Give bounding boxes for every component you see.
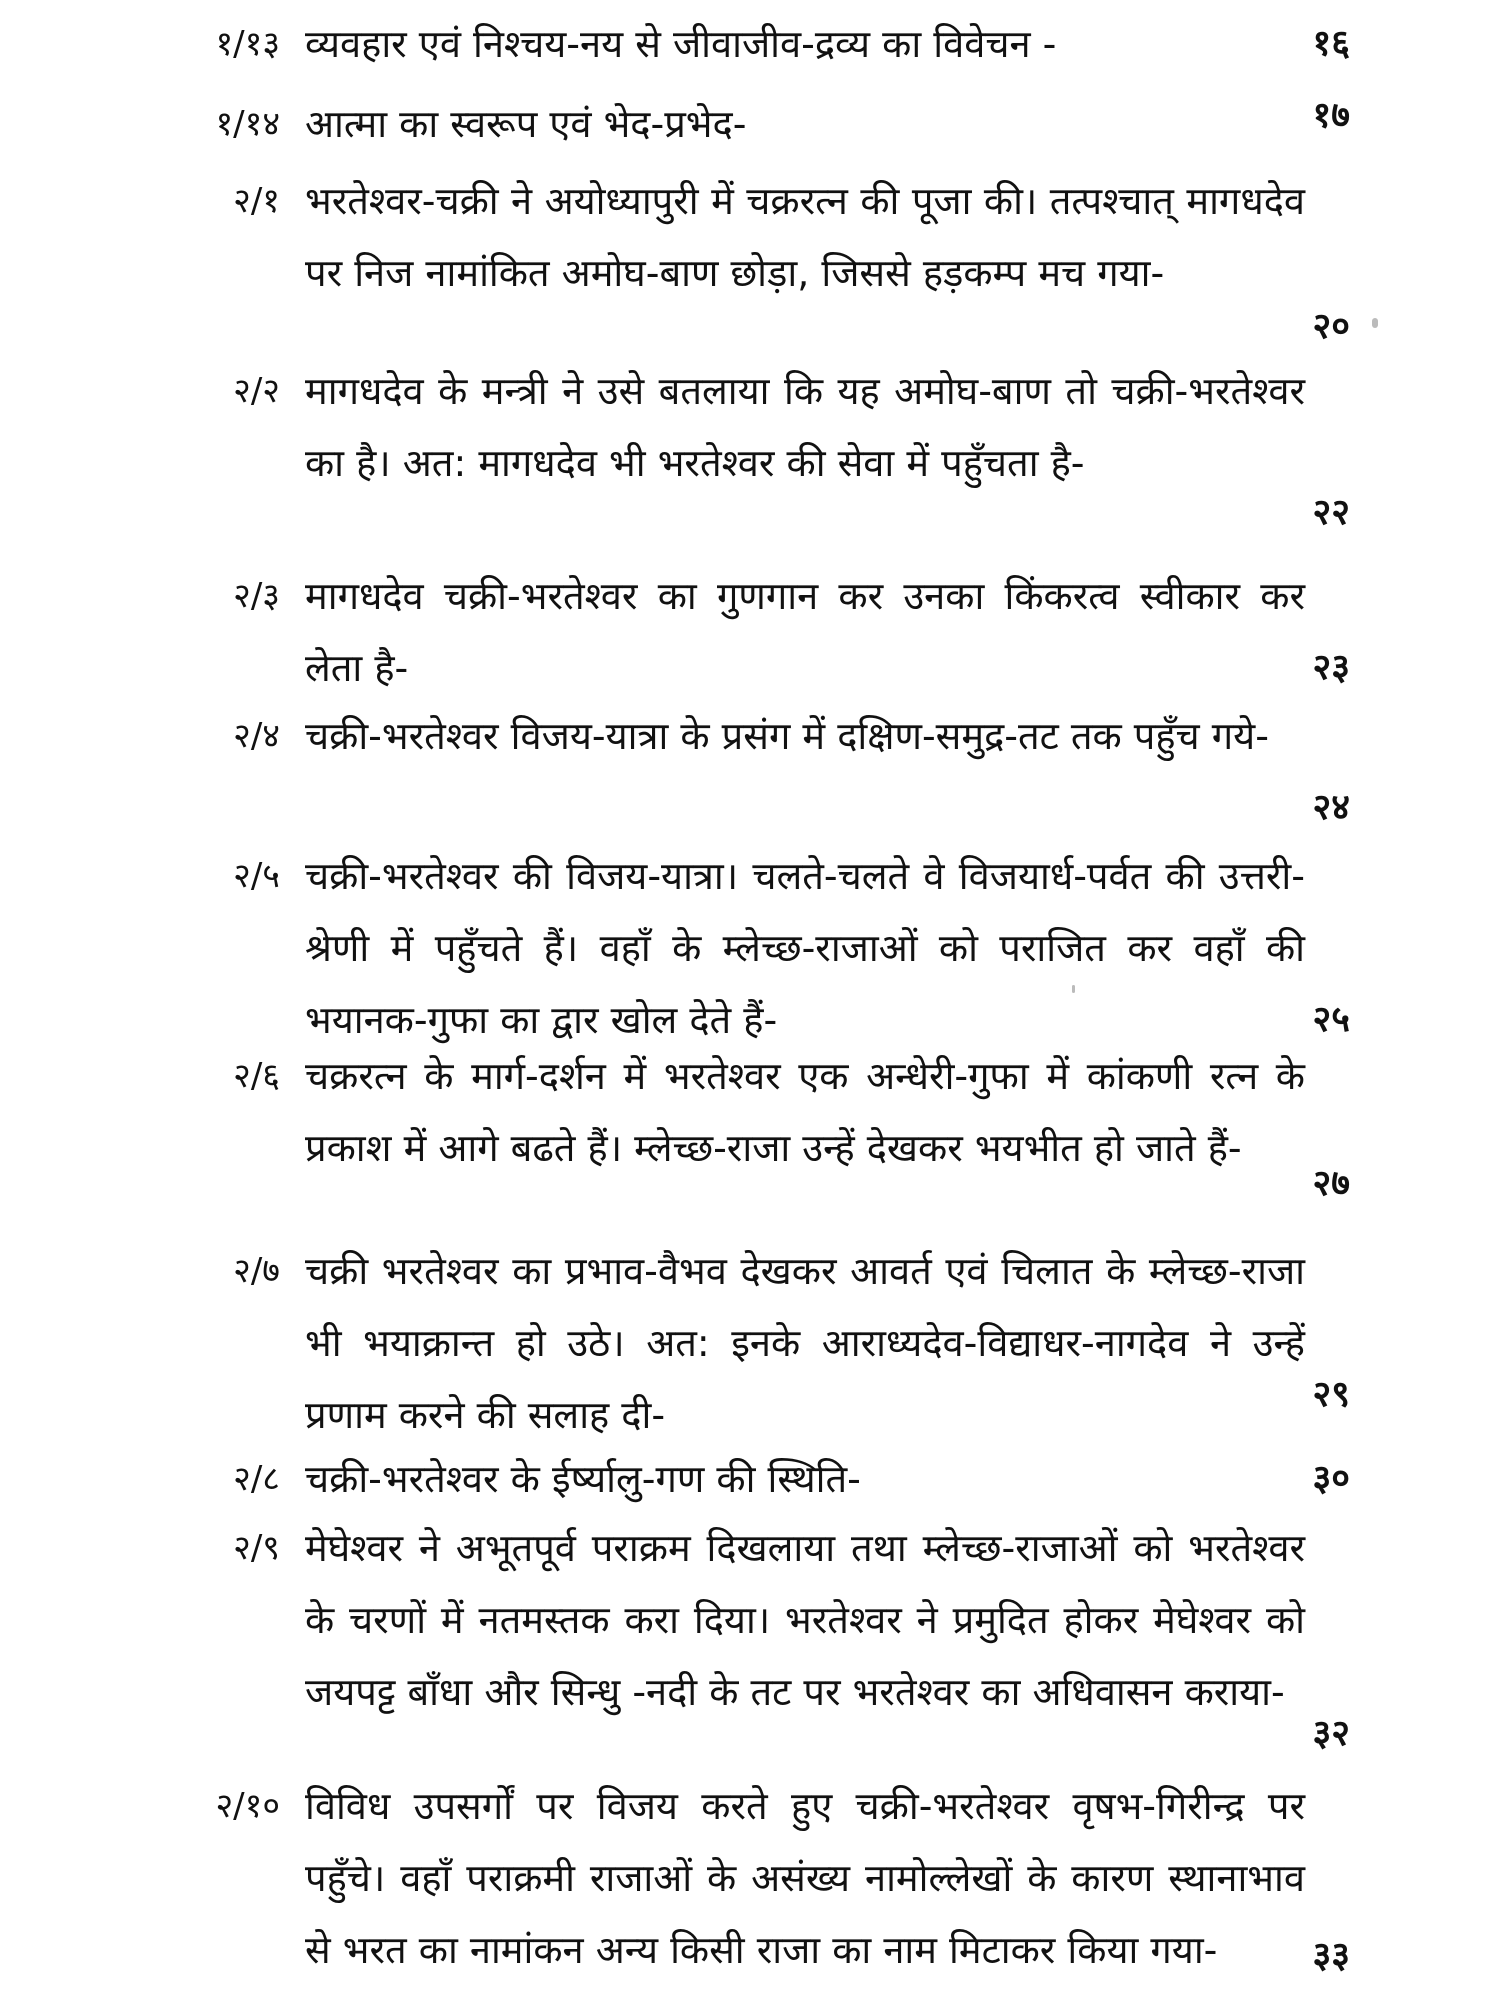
entry-title: मागधदेव चक्री-भरतेश्वर का गुणगान कर उनका किंकरत्व स्वीकार कर लेता है- <box>305 574 1305 690</box>
entry-number: २/४ <box>233 716 280 756</box>
entry-title: भरतेश्वर-चक्री ने अयोध्यापुरी में चक्ररत्न की पूजा की। तत्पश्चात् मागधदेव पर निज नामांकित अमोघ-बाण छोड़ा, जिससे हड़कम्प मच गया- <box>305 179 1305 295</box>
entry-title: व्यवहार एवं निश्चय-नय से जीवाजीव-द्रव्य का विवेचन - <box>305 22 1057 66</box>
entry-title: चक्ररत्न के मार्ग-दर्शन में भरतेश्वर एक अन्धेरी-गुफा में कांकणी रत्न के प्रकाश में आगे बढते हैं। म्लेच्छ-राजा उन्हें देखकर भयभीत हो जाते हैं- <box>305 1054 1305 1170</box>
toc-entry <box>140 1443 1350 1515</box>
entry-page-number: २७ <box>1312 1163 1350 1204</box>
entry-page-number: १७ <box>1312 95 1350 136</box>
entry-title: चक्री-भरतेश्वर के ईर्ष्यालु-गण की स्थिति- <box>305 1457 861 1501</box>
entry-number: २/१ <box>233 181 280 221</box>
entry-page-number: २३ <box>1312 647 1350 688</box>
entry-title: चक्री भरतेश्वर का प्रभाव-वैभव देखकर आवर्त एवं चिलात के म्लेच्छ-राजा भी भयाक्रान्त हो उठे। अत: इनके आराध्यदेव-विद्याधर-नागदेव ने उन्हें प्रणाम करने की सलाह दी- <box>305 1249 1305 1437</box>
scan-speck <box>1372 318 1378 328</box>
toc-entry <box>140 1770 1350 1986</box>
entry-number: २/२ <box>233 371 280 411</box>
toc-entry <box>140 1235 1350 1451</box>
entry-page-number: २४ <box>1312 787 1350 828</box>
entry-title: विविध उपसर्गों पर विजय करते हुए चक्री-भरतेश्वर वृषभ-गिरीन्द्र पर पहुँचे। वहाँ पराक्रमी राजाओं के असंख्य नामोल्लेखों के कारण स्थानाभाव से भरत का नामांकन अन्य किसी राजा का नाम मिटाकर किया गया- <box>305 1784 1305 1972</box>
entry-number: १/१४ <box>215 104 280 144</box>
toc-entry <box>140 8 1350 80</box>
entry-title: मेघेश्वर ने अभूतपूर्व पराक्रम दिखलाया तथा म्लेच्छ-राजाओं को भरतेश्वर के चरणों में नतमस्तक करा दिया। भरतेश्वर ने प्रमुदित होकर मेघेश्वर को जयपट्ट बाँधा और सिन्धु -नदी के तट पर भरतेश्वर का अधिवासन कराया- <box>305 1526 1305 1714</box>
entry-number: २/३ <box>233 576 280 616</box>
entry-number: २/५ <box>233 856 280 896</box>
entry-page-number: २० <box>1312 306 1350 347</box>
entry-page-number: १६ <box>1312 23 1350 64</box>
entry-title: मागधदेव के मन्त्री ने उसे बतलाया कि यह अमोघ-बाण तो चक्री-भरतेश्वर का है। अत: मागधदेव भी भरतेश्वर की सेवा में पहुँचता है- <box>305 369 1305 485</box>
toc-entry <box>140 1512 1350 1800</box>
entry-title: आत्मा का स्वरूप एवं भेद-प्रभेद- <box>305 102 747 146</box>
entry-number: २/९ <box>233 1528 280 1568</box>
toc-entry <box>140 700 1350 844</box>
toc-entry <box>140 355 1350 571</box>
entry-page-number: ३२ <box>1312 1713 1350 1754</box>
entry-number: २/१० <box>215 1786 280 1826</box>
entry-title: चक्री-भरतेश्वर की विजय-यात्रा। चलते-चलते वे विजयार्ध-पर्वत की उत्तरी-श्रेणी में पहुँचते हैं। वहाँ के म्लेच्छ-राजाओं को पराजित कर वहाँ की भयानक-गुफा का द्वार खोल देते हैं- <box>305 854 1305 1042</box>
entry-page-number: ३० <box>1312 1458 1350 1499</box>
entry-number: २/७ <box>233 1251 280 1291</box>
toc-entry <box>140 560 1350 704</box>
entry-page-number: ३३ <box>1312 1935 1350 1976</box>
entry-number: २/६ <box>233 1056 280 1096</box>
entry-title: चक्री-भरतेश्वर विजय-यात्रा के प्रसंग में दक्षिण-समुद्र-तट तक पहुँच गये- <box>305 714 1269 758</box>
entry-page-number: २५ <box>1312 999 1350 1040</box>
entry-page-number: २९ <box>1312 1374 1350 1415</box>
toc-entry <box>140 88 1350 160</box>
toc-entry <box>140 165 1350 381</box>
toc-entry <box>140 1040 1350 1256</box>
entry-number: १/१३ <box>215 24 280 64</box>
entry-number: २/८ <box>233 1459 280 1499</box>
scan-speck <box>1072 985 1075 993</box>
entry-page-number: २२ <box>1312 492 1350 533</box>
toc-entry <box>140 840 1350 1056</box>
